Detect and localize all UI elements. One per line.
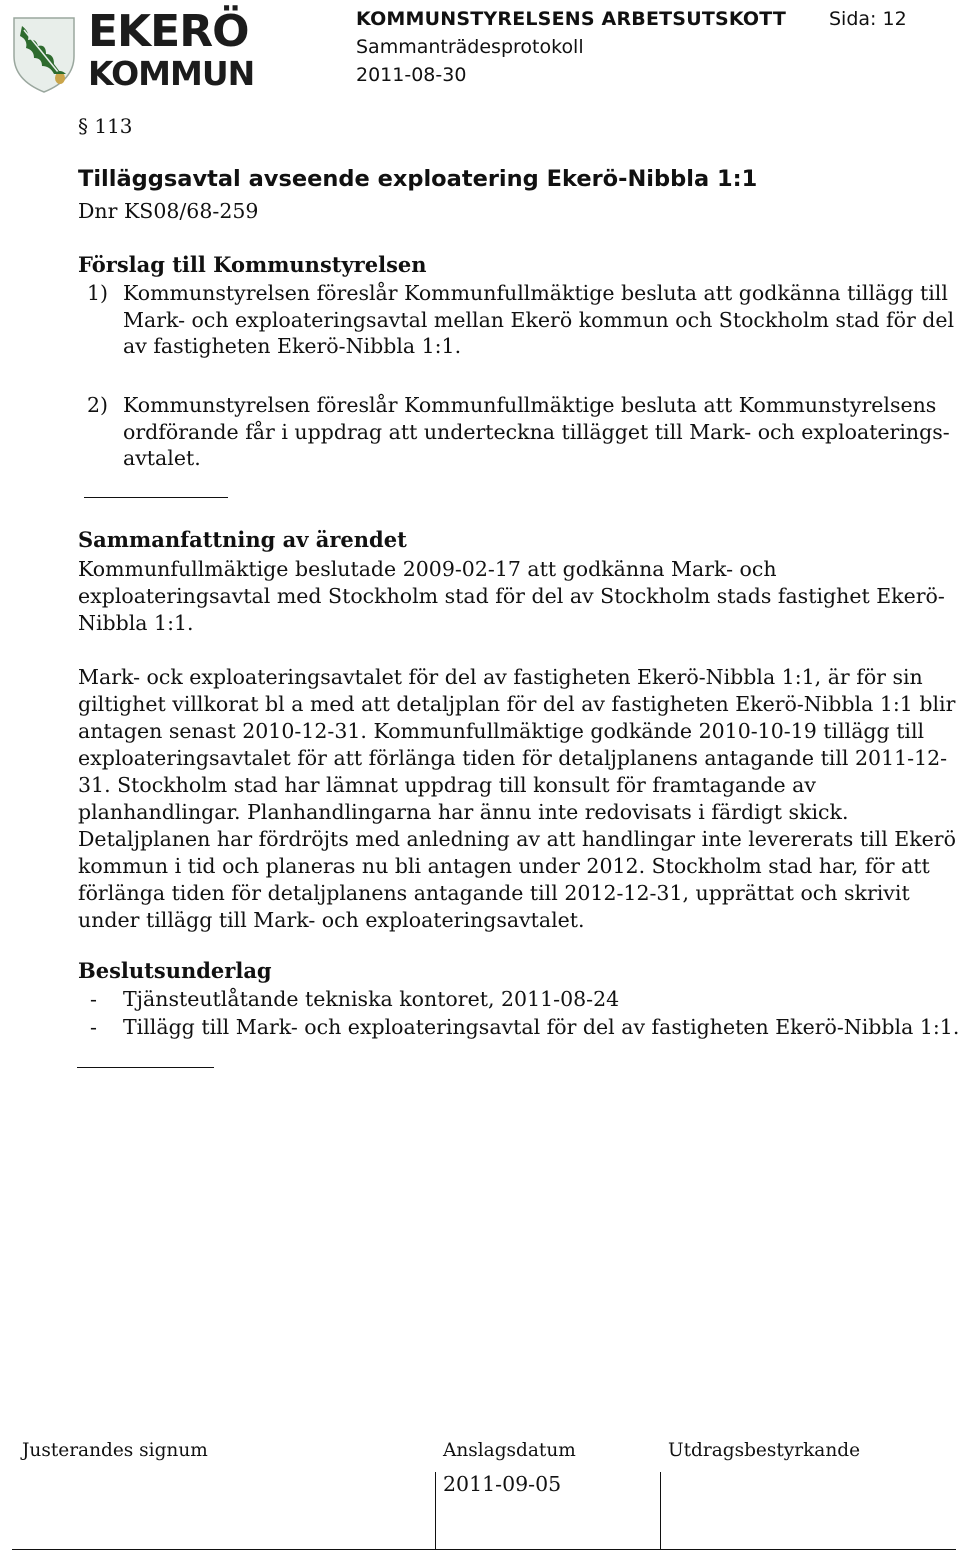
ekero-kommun-logo bbox=[10, 6, 255, 94]
meeting-date: 2011-08-30 bbox=[356, 64, 467, 86]
proposal-item-number: 1) bbox=[87, 281, 109, 305]
logo-text-bottom: KOMMUN bbox=[88, 54, 255, 93]
section-divider bbox=[77, 1067, 214, 1068]
proposal-item-text: Kommunstyrelsen föreslår Kommunfullmäktige besluta att Kommunstyrelsens ordförande får i uppdrag att underteckna tillägget till Mark- och exploaterings-avtalet. bbox=[123, 393, 950, 470]
footer-divider bbox=[435, 1472, 436, 1550]
list-item bbox=[90, 1015, 959, 1039]
section-number: § 113 bbox=[78, 114, 133, 138]
logo-text-top: EKERÖ bbox=[88, 6, 249, 57]
footer-justerandes-label: Justerandes signum bbox=[22, 1440, 208, 1461]
page-title: Tilläggsavtal avseende exploatering Ekerö-Nibbla 1:1 bbox=[78, 166, 758, 192]
footer-rule bbox=[12, 1549, 956, 1550]
proposal-item-text: Kommunstyrelsen föreslår Kommunfullmäktige besluta att godkänna tillägg till Mark- och exploateringsavtal mellan Ekerö kommun och Stockholm stad för del av fastigheten Ekerö-Nibbla 1:1. bbox=[123, 281, 955, 358]
proposal-heading: Förslag till Kommunstyrelsen bbox=[78, 252, 427, 277]
footer-divider bbox=[660, 1472, 661, 1550]
footer-utdragsbestyrkande-label: Utdragsbestyrkande bbox=[668, 1440, 861, 1461]
committee-title: KOMMUNSTYRELSENS ARBETSUTSKOTT bbox=[356, 8, 787, 30]
summary-heading: Sammanfattning av ärendet bbox=[78, 527, 407, 552]
section-divider bbox=[84, 497, 228, 498]
list-dash: - bbox=[90, 1015, 97, 1039]
page-number: Sida: 12 bbox=[829, 8, 907, 30]
document-type: Sammanträdesprotokoll bbox=[356, 36, 584, 58]
proposal-item-number: 2) bbox=[87, 393, 109, 417]
summary-paragraph: Mark- ock exploateringsavtalet för del av fastigheten Ekerö-Nibbla 1:1, är för sin giltighet villkorat bl a med att detaljplan för del av fastigheten Ekerö-Nibbla 1:1 blir antagen senast 2010-12-31. Kommunfullmäktige godkände 2010-10-19 tillägg till exploateringsavtalet för att förlänga tiden för detaljplanens antagande till 2011-12-31. Stockholm stad har lämnat uppdrag till konsult för framtagande av planhandlingar. Planhandlingarna har ännu inte redovisats i färdigt skick. Detaljplanen har fördröjts med anledning av att handlingar inte levererats till Ekerö kommun i tid och planeras nu bli antagen under 2012. Stockholm stad har, för att förlänga tiden för detaljplanens antagande till 2012-12-31, upprättat och skrivit under tillägg till Mark- och exploateringsavtalet. bbox=[78, 665, 956, 932]
case-number: Dnr KS08/68-259 bbox=[78, 199, 259, 223]
list-item bbox=[90, 987, 619, 1011]
proposal-item bbox=[78, 280, 960, 360]
list-dash: - bbox=[90, 987, 97, 1011]
summary-paragraph: Kommunfullmäktige beslutade 2009-02-17 att godkänna Mark- och exploateringsavtal med Stockholm stad för del av Stockholm stads fastighet Ekerö-Nibbla 1:1. bbox=[78, 557, 945, 635]
list-item-text: Tjänsteutlåtande tekniska kontoret, 2011-08-24 bbox=[123, 987, 620, 1011]
basis-heading: Beslutsunderlag bbox=[78, 958, 272, 983]
footer-anslagsdatum-label: Anslagsdatum bbox=[443, 1440, 576, 1461]
proposal-item bbox=[78, 392, 960, 472]
footer-anslagsdatum-value: 2011-09-05 bbox=[443, 1472, 562, 1496]
list-item-text: Tillägg till Mark- och exploateringsavtal för del av fastigheten Ekerö-Nibbla 1:1. bbox=[123, 1015, 960, 1039]
